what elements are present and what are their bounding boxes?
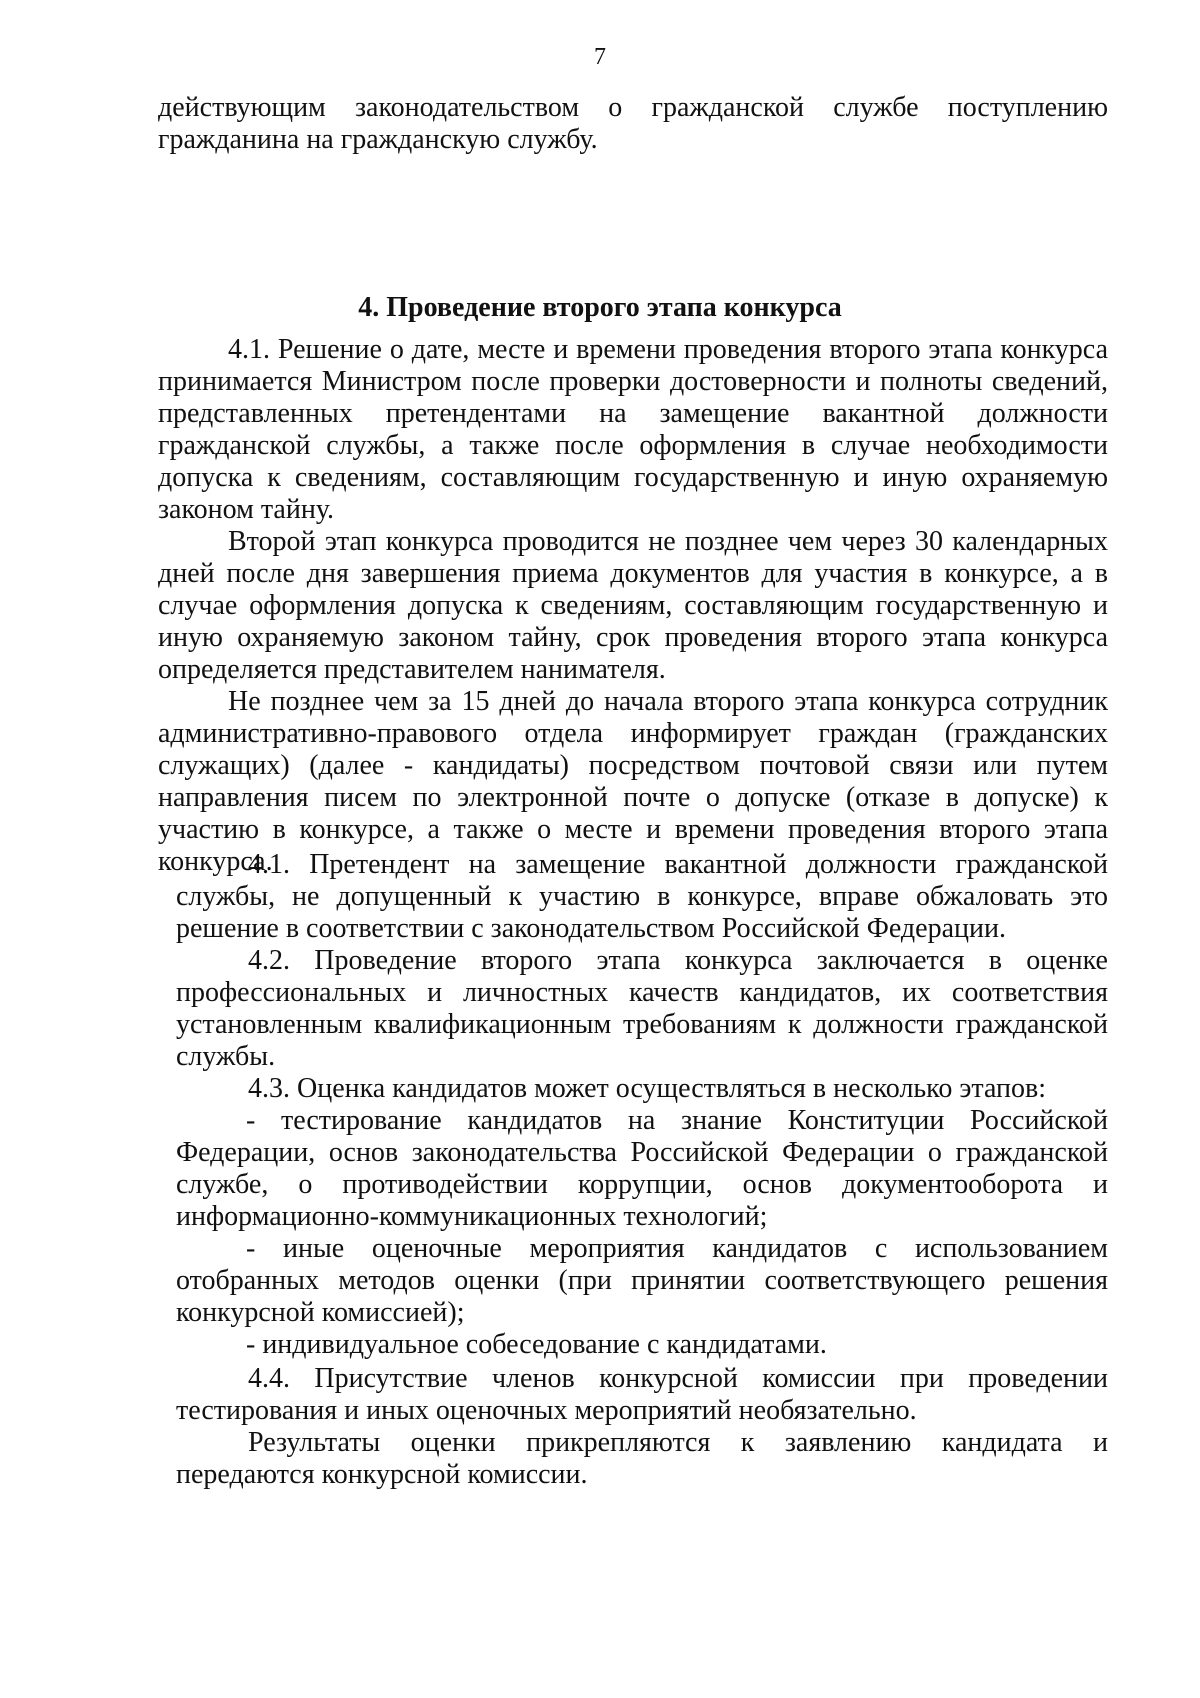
paragraph-second-stage-timing: Второй этап конкурса проводится не позднее чем через 30 календарных дней после дня завершения приема документов для участия в конкурсе, а в случае оформления допуска к сведениям, составляющим государственную и иную охраняемую законом тайну, срок проведения второго этапа конкурса определяется представителем нанимателя. xyxy=(158,526,1108,685)
section-title: 4. Проведение второго этапа конкурса xyxy=(358,292,842,323)
paragraph-results: Результаты оценки прикрепляются к заявлению кандидата и передаются конкурсной комиссии. xyxy=(176,1427,1108,1490)
list-item-other-methods: - иные оценочные мероприятия кандидатов с использованием отобранных методов оценки (при принятии соответствующего решения конкурсной комиссией); xyxy=(176,1233,1108,1328)
paragraph-notification: Не позднее чем за 15 дней до начала второго этапа конкурса сотрудник административно-правового отдела информирует граждан (гражданских служащих) (далее - кандидаты) посредством почтовой связи или путем направления писем по электронной почте о допуске (отказе в допуске) к участию в конкурсе, а также о месте и времени проведения второго этапа конкурса. xyxy=(158,686,1108,877)
paragraph-4-1-decision: 4.1. Решение о дате, месте и времени проведения второго этапа конкурса принимается Министром после проверки достоверности и полноты сведений, представленных претендентами на замещение вакантной должности гражданской службы, а также после оформления в случае необходимости допуска к сведениям, составляющим государственную и иную охраняемую законом тайну. xyxy=(158,334,1108,525)
paragraph-4-4-attendance: 4.4. Присутствие членов конкурсной комиссии при проведении тестирования и иных оценочных мероприятий необязательно. xyxy=(176,1363,1108,1426)
paragraph-4-2-assessment: 4.2. Проведение второго этапа конкурса заключается в оценке профессиональных и личностных качеств кандидатов, их соответствия установленным квалификационным требованиям к должности гражданской службы. xyxy=(176,945,1108,1072)
page-number: 7 xyxy=(594,44,606,70)
paragraph-4-1-appeal: 4.1. Претендент на замещение вакантной должности гражданской службы, не допущенный к участию в конкурсе, вправе обжаловать это решение в соответствии с законодательством Российской Федерации. xyxy=(176,849,1108,944)
continuation-paragraph: действующим законодательством о гражданской службе поступлению гражданина на гражданскую службу. xyxy=(158,92,1108,155)
paragraph-4-3-stages: 4.3. Оценка кандидатов может осуществляться в несколько этапов: xyxy=(248,1073,1046,1104)
list-item-testing: - тестирование кандидатов на знание Конституции Российской Федерации, основ законодательства Российской Федерации о гражданской службе, о противодействии коррупции, основ документооборота и информационно-коммуникационных технологий; xyxy=(176,1105,1108,1232)
list-item-interview: - индивидуальное собеседование с кандидатами. xyxy=(246,1329,827,1360)
